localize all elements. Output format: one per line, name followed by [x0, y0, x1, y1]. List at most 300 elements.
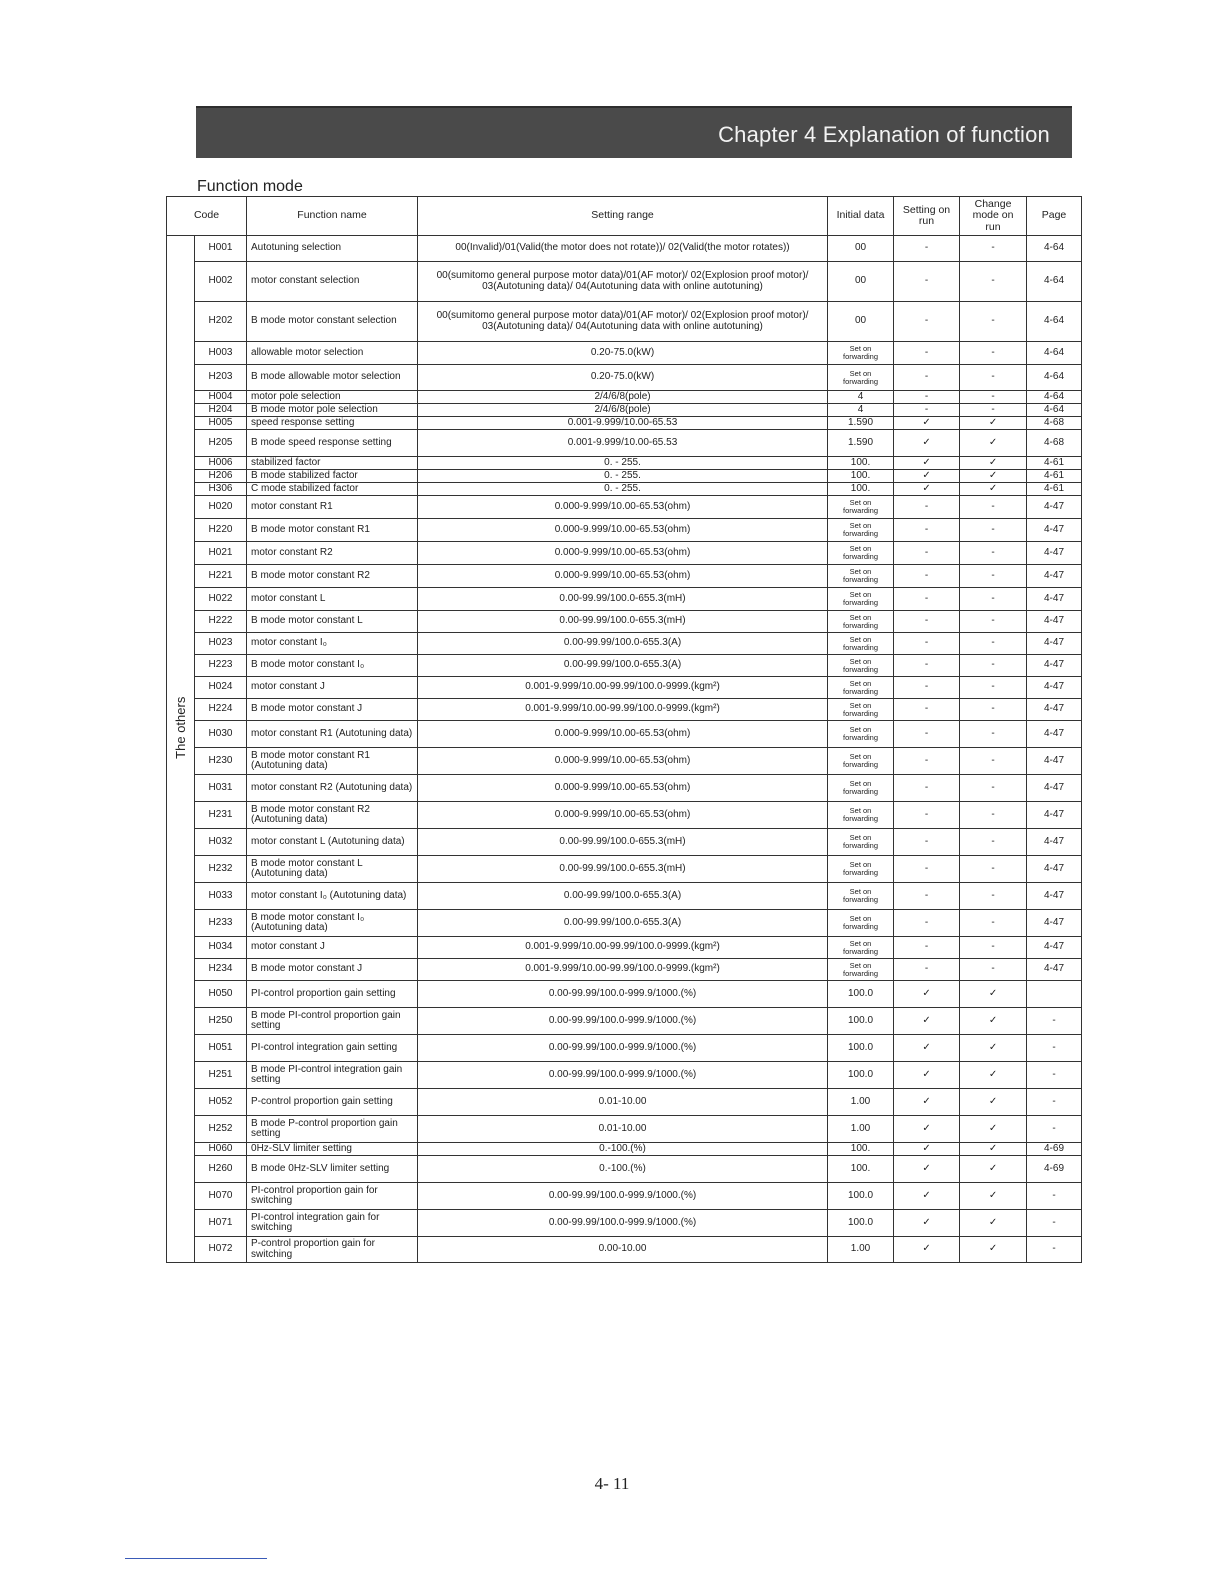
cell-setting-on-run: ✓	[894, 417, 960, 430]
cell-page: 4-47	[1027, 655, 1082, 677]
cell-initial-data: 100.0	[828, 1008, 894, 1035]
cell-setting-range: 0.00-99.99/100.0-655.3(A)	[418, 633, 828, 655]
table-row	[167, 981, 1082, 1008]
cell-change-mode-on-run: -	[960, 365, 1027, 391]
table-row	[167, 1008, 1082, 1035]
cell-setting-range: 0.00-99.99/100.0-999.9/1000.(%)	[418, 1035, 828, 1062]
cell-code: H022	[195, 588, 247, 611]
cell-code: H252	[195, 1116, 247, 1143]
cell-initial-data: 1.00	[828, 1116, 894, 1143]
cell-initial-data: Set on forwarding	[828, 802, 894, 829]
cell-initial-data: 1.590	[828, 417, 894, 430]
cell-page: 4-47	[1027, 856, 1082, 883]
cell-change-mode-on-run: -	[960, 542, 1027, 565]
cell-setting-range: 00(Invalid)/01(Valid(the motor does not rotate))/ 02(Valid(the motor rotates))	[418, 236, 828, 262]
cell-page: 4-47	[1027, 588, 1082, 611]
function-table	[166, 196, 1082, 1263]
cell-change-mode-on-run: -	[960, 496, 1027, 519]
cell-function-name: allowable motor selection	[247, 342, 418, 365]
cell-initial-data: Set on forwarding	[828, 365, 894, 391]
cell-function-name: B mode P-control proportion gain setting	[247, 1116, 418, 1143]
cell-function-name: B mode motor constant L (Autotuning data)	[247, 856, 418, 883]
cell-function-name: motor constant I₀ (Autotuning data)	[247, 883, 418, 910]
cell-function-name: B mode stabilized factor	[247, 470, 418, 483]
cell-setting-range: 0.000-9.999/10.00-65.53(ohm)	[418, 802, 828, 829]
table-row	[167, 748, 1082, 775]
cell-change-mode-on-run: -	[960, 775, 1027, 802]
cell-setting-on-run: -	[894, 883, 960, 910]
cell-code: H034	[195, 937, 247, 959]
cell-page: 4-47	[1027, 959, 1082, 981]
cell-function-name: 0Hz-SLV limiter setting	[247, 1143, 418, 1156]
cell-setting-on-run: -	[894, 633, 960, 655]
cell-setting-on-run: -	[894, 565, 960, 588]
cell-page: 4-47	[1027, 677, 1082, 699]
cell-setting-on-run: -	[894, 542, 960, 565]
cell-setting-range: 0. - 255.	[418, 470, 828, 483]
cell-code: H230	[195, 748, 247, 775]
cell-code: H001	[195, 236, 247, 262]
cell-change-mode-on-run: ✓	[960, 1035, 1027, 1062]
cell-function-name: motor constant R2	[247, 542, 418, 565]
cell-function-name: B mode motor constant R2 (Autotuning data)	[247, 802, 418, 829]
cell-page: 4-64	[1027, 302, 1082, 342]
cell-setting-on-run: -	[894, 404, 960, 417]
table-row	[167, 959, 1082, 981]
cell-initial-data: 100.0	[828, 1183, 894, 1210]
cell-change-mode-on-run: ✓	[960, 1089, 1027, 1116]
cell-page: 4-47	[1027, 721, 1082, 748]
cell-setting-on-run: ✓	[894, 1183, 960, 1210]
cell-function-name: B mode 0Hz-SLV limiter setting	[247, 1156, 418, 1183]
cell-initial-data: Set on forwarding	[828, 519, 894, 542]
cell-code: H072	[195, 1237, 247, 1263]
table-row	[167, 483, 1082, 496]
cell-code: H222	[195, 611, 247, 633]
cell-code: H006	[195, 457, 247, 470]
cell-page: 4-47	[1027, 565, 1082, 588]
table-row	[167, 802, 1082, 829]
cell-code: H223	[195, 655, 247, 677]
table-row	[167, 430, 1082, 457]
cell-setting-on-run: -	[894, 748, 960, 775]
cell-initial-data: 100.	[828, 483, 894, 496]
cell-setting-on-run: ✓	[894, 1156, 960, 1183]
cell-setting-range: 0.00-99.99/100.0-655.3(mH)	[418, 829, 828, 856]
cell-change-mode-on-run: -	[960, 937, 1027, 959]
table-row	[167, 611, 1082, 633]
cell-setting-range: 0.00-99.99/100.0-655.3(A)	[418, 655, 828, 677]
cell-code: H060	[195, 1143, 247, 1156]
cell-code: H234	[195, 959, 247, 981]
cell-code: H220	[195, 519, 247, 542]
cell-page: 4-68	[1027, 417, 1082, 430]
cell-code: H020	[195, 496, 247, 519]
cell-change-mode-on-run: ✓	[960, 1210, 1027, 1237]
cell-page: 4-47	[1027, 633, 1082, 655]
cell-page: 4-47	[1027, 910, 1082, 937]
cell-function-name: motor constant J	[247, 937, 418, 959]
cell-setting-on-run: ✓	[894, 1062, 960, 1089]
cell-function-name: motor constant L (Autotuning data)	[247, 829, 418, 856]
header-setting-on-run: Setting on run	[894, 197, 960, 236]
cell-function-name: B mode motor pole selection	[247, 404, 418, 417]
cell-change-mode-on-run: -	[960, 404, 1027, 417]
cell-function-name: motor constant R2 (Autotuning data)	[247, 775, 418, 802]
table-row	[167, 721, 1082, 748]
cell-setting-on-run: -	[894, 302, 960, 342]
footer-rule	[125, 1558, 267, 1559]
table-row	[167, 1089, 1082, 1116]
table-row	[167, 457, 1082, 470]
cell-function-name: B mode motor constant selection	[247, 302, 418, 342]
cell-initial-data: 1.00	[828, 1089, 894, 1116]
cell-change-mode-on-run: ✓	[960, 470, 1027, 483]
chapter-banner	[196, 106, 1072, 158]
cell-setting-range: 2/4/6/8(pole)	[418, 404, 828, 417]
cell-setting-on-run: -	[894, 802, 960, 829]
cell-change-mode-on-run: -	[960, 519, 1027, 542]
cell-change-mode-on-run: -	[960, 342, 1027, 365]
cell-initial-data: Set on forwarding	[828, 677, 894, 699]
cell-setting-range: 0.001-9.999/10.00-99.99/100.0-9999.(kgm²)	[418, 937, 828, 959]
cell-setting-on-run: -	[894, 937, 960, 959]
cell-change-mode-on-run: -	[960, 262, 1027, 302]
table-row	[167, 342, 1082, 365]
cell-setting-on-run: -	[894, 677, 960, 699]
cell-setting-range: 0.000-9.999/10.00-65.53(ohm)	[418, 721, 828, 748]
cell-code: H232	[195, 856, 247, 883]
cell-change-mode-on-run: -	[960, 588, 1027, 611]
header-change-mode-on-run: Change mode on run	[960, 197, 1027, 236]
cell-initial-data: Set on forwarding	[828, 699, 894, 721]
cell-setting-range: 0.000-9.999/10.00-65.53(ohm)	[418, 519, 828, 542]
cell-change-mode-on-run: ✓	[960, 1156, 1027, 1183]
cell-setting-on-run: ✓	[894, 1210, 960, 1237]
cell-initial-data: 100.0	[828, 1035, 894, 1062]
cell-function-name: B mode speed response setting	[247, 430, 418, 457]
table-row	[167, 470, 1082, 483]
table-row	[167, 365, 1082, 391]
cell-change-mode-on-run: ✓	[960, 483, 1027, 496]
cell-code: H224	[195, 699, 247, 721]
cell-code: H251	[195, 1062, 247, 1089]
cell-setting-range: 0. - 255.	[418, 457, 828, 470]
cell-setting-on-run: -	[894, 262, 960, 302]
cell-setting-on-run: -	[894, 519, 960, 542]
cell-page: 4-47	[1027, 542, 1082, 565]
table-row	[167, 633, 1082, 655]
cell-change-mode-on-run: ✓	[960, 981, 1027, 1008]
cell-setting-range: 0.001-9.999/10.00-99.99/100.0-9999.(kgm²)	[418, 699, 828, 721]
cell-setting-range: 00(sumitomo general purpose motor data)/01(AF motor)/ 02(Explosion proof motor)/ 03(Autotuning data)/ 04(Autotuning data with online autotuning)	[418, 302, 828, 342]
table-row	[167, 655, 1082, 677]
cell-page: 4-47	[1027, 775, 1082, 802]
cell-function-name: PI-control proportion gain for switching	[247, 1183, 418, 1210]
cell-setting-range: 0.000-9.999/10.00-65.53(ohm)	[418, 496, 828, 519]
cell-setting-range: 0.01-10.00	[418, 1116, 828, 1143]
cell-setting-on-run: ✓	[894, 1237, 960, 1263]
cell-initial-data: Set on forwarding	[828, 655, 894, 677]
cell-change-mode-on-run: -	[960, 829, 1027, 856]
cell-code: H204	[195, 404, 247, 417]
cell-setting-on-run: ✓	[894, 981, 960, 1008]
cell-change-mode-on-run: ✓	[960, 1237, 1027, 1263]
cell-code: H206	[195, 470, 247, 483]
cell-setting-on-run: -	[894, 391, 960, 404]
cell-page: 4-47	[1027, 937, 1082, 959]
cell-code: H005	[195, 417, 247, 430]
cell-setting-range: 0.000-9.999/10.00-65.53(ohm)	[418, 775, 828, 802]
cell-code: H051	[195, 1035, 247, 1062]
cell-initial-data: Set on forwarding	[828, 959, 894, 981]
table-row	[167, 699, 1082, 721]
table-row	[167, 1062, 1082, 1089]
table-row	[167, 588, 1082, 611]
cell-function-name: motor constant L	[247, 588, 418, 611]
cell-page: 4-47	[1027, 611, 1082, 633]
cell-page: 4-47	[1027, 519, 1082, 542]
cell-setting-on-run: ✓	[894, 1143, 960, 1156]
cell-setting-range: 0.001-9.999/10.00-65.53	[418, 417, 828, 430]
table-row	[167, 391, 1082, 404]
cell-setting-range: 0.00-99.99/100.0-999.9/1000.(%)	[418, 1008, 828, 1035]
cell-code: H202	[195, 302, 247, 342]
cell-code: H050	[195, 981, 247, 1008]
cell-setting-on-run: ✓	[894, 1089, 960, 1116]
cell-function-name: PI-control integration gain for switching	[247, 1210, 418, 1237]
cell-initial-data: 00	[828, 262, 894, 302]
cell-page: 4-61	[1027, 457, 1082, 470]
table-row	[167, 302, 1082, 342]
cell-setting-range: 0.20-75.0(kW)	[418, 342, 828, 365]
cell-page: -	[1027, 1237, 1082, 1263]
header-setting-range: Setting range	[418, 197, 828, 236]
cell-page: 4-61	[1027, 483, 1082, 496]
cell-change-mode-on-run: -	[960, 655, 1027, 677]
table-row	[167, 262, 1082, 302]
cell-setting-range: 0.00-99.99/100.0-999.9/1000.(%)	[418, 1210, 828, 1237]
cell-change-mode-on-run: -	[960, 565, 1027, 588]
cell-function-name: P-control proportion gain for switching	[247, 1237, 418, 1263]
cell-change-mode-on-run: -	[960, 721, 1027, 748]
cell-initial-data: Set on forwarding	[828, 937, 894, 959]
cell-setting-on-run: -	[894, 699, 960, 721]
cell-page: -	[1027, 1008, 1082, 1035]
cell-page: 4-68	[1027, 430, 1082, 457]
cell-setting-on-run: ✓	[894, 1035, 960, 1062]
table-body	[167, 236, 1082, 1263]
cell-initial-data: 100.0	[828, 1062, 894, 1089]
cell-change-mode-on-run: -	[960, 236, 1027, 262]
cell-setting-range: 0.00-99.99/100.0-655.3(A)	[418, 910, 828, 937]
cell-change-mode-on-run: ✓	[960, 417, 1027, 430]
cell-initial-data: Set on forwarding	[828, 633, 894, 655]
cell-setting-range: 2/4/6/8(pole)	[418, 391, 828, 404]
cell-initial-data: 100.0	[828, 1210, 894, 1237]
cell-code: H231	[195, 802, 247, 829]
cell-function-name: B mode motor constant R2	[247, 565, 418, 588]
cell-function-name: B mode allowable motor selection	[247, 365, 418, 391]
cell-change-mode-on-run: ✓	[960, 457, 1027, 470]
cell-code: H030	[195, 721, 247, 748]
cell-initial-data: Set on forwarding	[828, 883, 894, 910]
cell-page: 4-69	[1027, 1143, 1082, 1156]
cell-code: H071	[195, 1210, 247, 1237]
cell-change-mode-on-run: -	[960, 699, 1027, 721]
cell-setting-range: 0.00-99.99/100.0-999.9/1000.(%)	[418, 1183, 828, 1210]
cell-setting-range: 0. - 255.	[418, 483, 828, 496]
cell-function-name: PI-control proportion gain setting	[247, 981, 418, 1008]
cell-setting-on-run: ✓	[894, 1116, 960, 1143]
cell-function-name: motor constant J	[247, 677, 418, 699]
cell-initial-data: 00	[828, 236, 894, 262]
cell-page: 4-64	[1027, 262, 1082, 302]
cell-setting-on-run: ✓	[894, 1008, 960, 1035]
table-row	[167, 404, 1082, 417]
group-label: The others	[173, 696, 189, 759]
cell-setting-on-run: -	[894, 856, 960, 883]
cell-initial-data: 1.00	[828, 1237, 894, 1263]
cell-code: H024	[195, 677, 247, 699]
cell-initial-data: Set on forwarding	[828, 775, 894, 802]
cell-change-mode-on-run: -	[960, 611, 1027, 633]
cell-page: 4-47	[1027, 883, 1082, 910]
cell-change-mode-on-run: -	[960, 802, 1027, 829]
cell-code: H306	[195, 483, 247, 496]
cell-function-name: motor constant selection	[247, 262, 418, 302]
cell-setting-range: 0.001-9.999/10.00-99.99/100.0-9999.(kgm²)	[418, 959, 828, 981]
cell-initial-data: Set on forwarding	[828, 856, 894, 883]
cell-setting-on-run: -	[894, 588, 960, 611]
cell-setting-range: 0.00-10.00	[418, 1237, 828, 1263]
cell-page: 4-47	[1027, 829, 1082, 856]
cell-function-name: B mode motor constant I₀	[247, 655, 418, 677]
table-header-row	[167, 197, 1082, 236]
cell-change-mode-on-run: -	[960, 959, 1027, 981]
cell-function-name: motor constant I₀	[247, 633, 418, 655]
page-number: 4- 11	[594, 1474, 630, 1493]
cell-page: -	[1027, 1089, 1082, 1116]
table-row	[167, 910, 1082, 937]
cell-function-name: B mode motor constant J	[247, 959, 418, 981]
cell-page: -	[1027, 1062, 1082, 1089]
cell-change-mode-on-run: ✓	[960, 1116, 1027, 1143]
cell-function-name: motor constant R1 (Autotuning data)	[247, 721, 418, 748]
table-row	[167, 1156, 1082, 1183]
table-row	[167, 542, 1082, 565]
cell-function-name: PI-control integration gain setting	[247, 1035, 418, 1062]
cell-code: H250	[195, 1008, 247, 1035]
cell-page	[1027, 981, 1082, 1008]
cell-setting-range: 0.01-10.00	[418, 1089, 828, 1116]
cell-change-mode-on-run: ✓	[960, 1183, 1027, 1210]
cell-change-mode-on-run: -	[960, 302, 1027, 342]
table-row	[167, 775, 1082, 802]
cell-change-mode-on-run: -	[960, 391, 1027, 404]
header-function-name: Function name	[247, 197, 418, 236]
cell-page: 4-64	[1027, 236, 1082, 262]
cell-change-mode-on-run: ✓	[960, 1008, 1027, 1035]
cell-setting-range: 0.000-9.999/10.00-65.53(ohm)	[418, 748, 828, 775]
cell-setting-range: 0.000-9.999/10.00-65.53(ohm)	[418, 565, 828, 588]
cell-page: 4-64	[1027, 404, 1082, 417]
cell-function-name: B mode PI-control integration gain setting	[247, 1062, 418, 1089]
cell-code: H023	[195, 633, 247, 655]
cell-initial-data: 100.	[828, 1156, 894, 1183]
chapter-title: Chapter 4 Explanation of function	[718, 122, 1050, 147]
cell-page: -	[1027, 1210, 1082, 1237]
cell-code: H203	[195, 365, 247, 391]
cell-change-mode-on-run: -	[960, 910, 1027, 937]
cell-setting-range: 0.001-9.999/10.00-99.99/100.0-9999.(kgm²)	[418, 677, 828, 699]
cell-change-mode-on-run: -	[960, 633, 1027, 655]
cell-function-name: B mode PI-control proportion gain setting	[247, 1008, 418, 1035]
cell-page: 4-64	[1027, 342, 1082, 365]
cell-page: 4-47	[1027, 748, 1082, 775]
cell-initial-data: Set on forwarding	[828, 721, 894, 748]
table-row	[167, 1210, 1082, 1237]
cell-initial-data: Set on forwarding	[828, 748, 894, 775]
cell-function-name: motor constant R1	[247, 496, 418, 519]
cell-code: H205	[195, 430, 247, 457]
cell-setting-range: 0.00-99.99/100.0-655.3(mH)	[418, 588, 828, 611]
cell-setting-range: 0.-100.(%)	[418, 1143, 828, 1156]
cell-setting-on-run: -	[894, 775, 960, 802]
cell-setting-range: 00(sumitomo general purpose motor data)/01(AF motor)/ 02(Explosion proof motor)/ 03(Autotuning data)/ 04(Autotuning data with online autotuning)	[418, 262, 828, 302]
cell-page: 4-47	[1027, 802, 1082, 829]
cell-page: 4-47	[1027, 496, 1082, 519]
table-row	[167, 677, 1082, 699]
cell-change-mode-on-run: ✓	[960, 430, 1027, 457]
cell-setting-range: 0.00-99.99/100.0-655.3(mH)	[418, 856, 828, 883]
cell-code: H070	[195, 1183, 247, 1210]
cell-setting-range: 0.00-99.99/100.0-999.9/1000.(%)	[418, 981, 828, 1008]
group-cell	[167, 236, 195, 1263]
cell-page: -	[1027, 1183, 1082, 1210]
cell-code: H221	[195, 565, 247, 588]
cell-initial-data: Set on forwarding	[828, 565, 894, 588]
cell-code: H033	[195, 883, 247, 910]
cell-setting-on-run: -	[894, 611, 960, 633]
cell-initial-data: 100.	[828, 1143, 894, 1156]
cell-function-name: motor pole selection	[247, 391, 418, 404]
cell-setting-range: 0.00-99.99/100.0-655.3(mH)	[418, 611, 828, 633]
table-row	[167, 1143, 1082, 1156]
cell-setting-on-run: ✓	[894, 430, 960, 457]
cell-function-name: speed response setting	[247, 417, 418, 430]
cell-initial-data: 4	[828, 404, 894, 417]
cell-function-name: Autotuning selection	[247, 236, 418, 262]
cell-initial-data: Set on forwarding	[828, 496, 894, 519]
table-row	[167, 519, 1082, 542]
table-row	[167, 417, 1082, 430]
table-row	[167, 856, 1082, 883]
cell-function-name: P-control proportion gain setting	[247, 1089, 418, 1116]
table-row	[167, 1237, 1082, 1263]
table-row	[167, 1116, 1082, 1143]
table-row	[167, 236, 1082, 262]
table-row	[167, 829, 1082, 856]
cell-page: -	[1027, 1116, 1082, 1143]
cell-setting-range: 0.20-75.0(kW)	[418, 365, 828, 391]
table-row	[167, 1183, 1082, 1210]
cell-function-name: B mode motor constant R1	[247, 519, 418, 542]
cell-function-name: B mode motor constant J	[247, 699, 418, 721]
cell-function-name: B mode motor constant I₀ (Autotuning data)	[247, 910, 418, 937]
cell-setting-on-run: -	[894, 959, 960, 981]
table-row	[167, 496, 1082, 519]
